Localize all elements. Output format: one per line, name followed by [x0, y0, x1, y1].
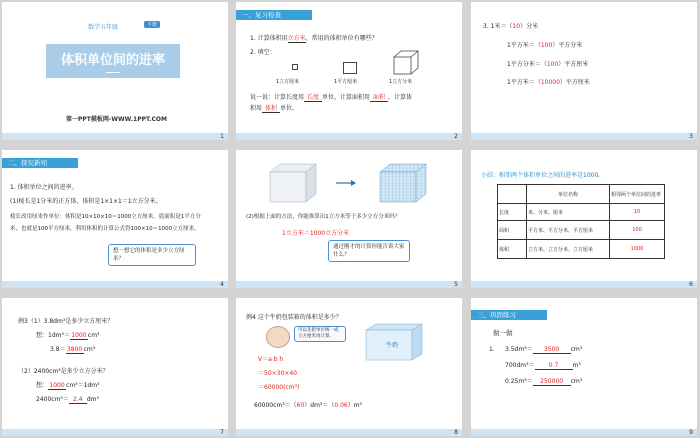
row-right: ）平方厘米	[559, 79, 590, 86]
table-cell: 100	[610, 221, 665, 240]
unit-text: cm³＝1dm³	[66, 382, 100, 389]
conversion-line	[254, 400, 362, 409]
cube-large-drawing	[393, 50, 419, 76]
slide-footer-bar	[2, 133, 228, 140]
table-cell: 体积	[498, 240, 527, 259]
table-cell: 面积	[498, 221, 527, 240]
slide-title: 体积单位间的进率	[60, 53, 165, 68]
row-left: 3. 1米＝（	[483, 23, 513, 30]
table-header-row	[498, 185, 665, 204]
cube-label-2: 1平方厘米	[334, 79, 358, 85]
formula-line-3: ＝60000(cm³)	[258, 384, 300, 391]
table-cell: 平方米、平方分米、平方厘米	[527, 221, 610, 240]
thought-bubble: 通过刚才的计算你能告诉大家什么？	[328, 240, 410, 262]
box-label: 牛奶	[386, 342, 399, 349]
answer-text: 长度	[304, 92, 322, 102]
hint-text: 想：	[36, 382, 49, 389]
hint-line	[36, 330, 99, 340]
table-cell: 长度	[498, 204, 527, 221]
answer-text: 0.7	[535, 362, 573, 370]
exercise-row	[505, 360, 581, 370]
say-text: 说一说：计算长度用	[250, 94, 305, 101]
row-right: ）平方分米	[552, 42, 583, 49]
equation-text: ）dm³＝（	[304, 402, 335, 409]
row-index: 1.	[489, 346, 495, 353]
say-line-1	[250, 92, 412, 102]
slide-8-thumbnail[interactable]	[236, 298, 462, 436]
equation-text: 3.8＝	[50, 346, 66, 353]
answer-text: 0.06	[334, 402, 348, 409]
section-header: 二、探究新知	[2, 158, 78, 168]
slide-number: 3	[689, 133, 693, 140]
row-left: 1平方米＝（	[507, 79, 541, 86]
grade-badge: 数学五年级	[88, 24, 119, 31]
row-left: 1平方分米＝（	[507, 61, 547, 68]
slide-footer-bar	[236, 281, 462, 288]
table-row	[498, 240, 665, 259]
row-right: ）平方厘米	[558, 61, 589, 68]
hint-line	[36, 380, 99, 390]
slide-footer-bar	[2, 281, 228, 288]
cube-label-3: 1立方分米	[389, 79, 413, 85]
table-cell: 1000	[610, 240, 665, 259]
say-text: ，计算体	[388, 94, 413, 101]
answer-text: 面积	[370, 92, 388, 102]
conversion-row	[483, 21, 538, 30]
row-left: 1平方米＝（	[507, 42, 541, 49]
slide-7-thumbnail[interactable]	[2, 298, 228, 436]
answer-text: 1000	[71, 332, 87, 339]
slide-footer-bar	[471, 429, 697, 436]
equation-text: ）m³	[347, 402, 362, 409]
table-header-cell	[498, 185, 527, 204]
units-table	[497, 184, 665, 259]
answer-text: 100	[540, 42, 553, 49]
table-header-cell: 单位名称	[527, 185, 610, 204]
arrow-icon	[336, 180, 356, 186]
answer-text: 10	[512, 23, 521, 30]
grid-cube-illustration	[378, 162, 428, 204]
unit-text: m³	[572, 362, 581, 369]
unit-text: dm³	[86, 396, 99, 403]
table-cell: 米、分米、厘米	[527, 204, 610, 221]
answer-line	[50, 344, 95, 354]
slide-number: 9	[689, 429, 693, 436]
slide-footer-bar	[236, 429, 462, 436]
unit-text: cm³	[87, 332, 100, 339]
say-text: 积用	[250, 105, 263, 112]
row-left: 700dm³＝	[505, 362, 535, 369]
question-text: (2)根据上面的方法，你能推算出1立方米等于多少立方分米吗？	[246, 214, 401, 220]
slide-number: 5	[454, 281, 458, 288]
slide-footer-bar	[471, 281, 697, 288]
question-2: 2. 填空：	[250, 49, 276, 56]
example-3-part-1: 例3（1）3.8dm³是多少立方厘米？	[18, 318, 114, 325]
answer-text: 3800	[66, 346, 83, 353]
slide-4-thumbnail[interactable]	[2, 150, 228, 288]
answer-text: 250000	[533, 378, 571, 386]
paragraph-3: 棱长改用厘米作单位：体积是10×10×10＝1000立方厘米。底面积是1平方分	[10, 214, 201, 220]
slide-2-thumbnail[interactable]	[236, 2, 462, 140]
table-row	[498, 221, 665, 240]
title-underline	[106, 72, 120, 73]
slide-5-thumbnail[interactable]	[236, 150, 462, 288]
equation-text: 60000cm³＝（	[254, 402, 297, 409]
say-text: 单位。	[280, 105, 299, 112]
answer-text: 10000	[540, 79, 560, 86]
question-1	[250, 33, 378, 43]
conversion-row	[507, 77, 590, 86]
footer-watermark: 第一PPT模板网-WWW.1PPT.COM	[66, 116, 167, 123]
cube-label-1: 1立方厘米	[276, 79, 300, 85]
question-1-suffix: ，常用的体积单位有哪些？	[305, 35, 378, 42]
thought-bubble: 可以先把单位统一成立方厘米再计算。	[294, 326, 346, 342]
say-line-2	[250, 103, 298, 113]
paragraph-4: 米，也就是100平方厘米，利用体积的计算公式得100×10＝1000立方厘米。	[10, 226, 200, 232]
answer-text: 1000	[49, 382, 65, 389]
slide-3-thumbnail[interactable]	[471, 2, 697, 140]
slide-9-thumbnail[interactable]	[471, 298, 697, 436]
hint-text: 想：1dm³＝	[36, 332, 70, 339]
cube-illustration-left	[268, 162, 318, 204]
answer-text: 100	[546, 61, 559, 68]
paragraph-2: (1)棱长是1分米的正方体，体积是1×1×1＝1立方分米。	[10, 198, 162, 205]
slide-6-thumbnail[interactable]	[471, 150, 697, 288]
unit-text: cm³	[570, 346, 583, 353]
question-1-prefix: 1. 计算体积用	[250, 35, 288, 42]
character-illustration	[266, 326, 290, 348]
slide-number: 1	[220, 133, 224, 140]
answer-text: 60	[296, 402, 305, 409]
cube-small	[292, 64, 298, 70]
formula-line-2: ＝50×30×40	[258, 370, 297, 377]
slide-footer-bar	[2, 429, 228, 436]
answer-text: 3500	[533, 346, 571, 354]
table-cell: 10	[610, 204, 665, 221]
answer-text: 2.4	[69, 396, 87, 404]
slide-footer-bar	[471, 133, 697, 140]
exercise-subtitle: 做一做	[493, 329, 513, 337]
slide-number: 7	[220, 429, 224, 436]
section-header: 三、巩固练习	[471, 310, 547, 320]
table-row	[498, 204, 665, 221]
row-right: ）分米	[520, 23, 539, 30]
exercise-row	[505, 376, 582, 386]
slide-number: 4	[220, 281, 224, 288]
row-left: 3.5dm³＝	[505, 346, 533, 353]
answer-text: 1立方米＝1000立方分米	[282, 230, 350, 237]
slide-1-thumbnail[interactable]	[2, 2, 228, 140]
paragraph-1: 1. 体积单位之间的进率。	[10, 184, 78, 191]
conversion-row	[507, 40, 582, 49]
example-4-title: 例4 这个牛奶包装箱的体积是多少？	[246, 314, 342, 321]
exercise-row	[489, 344, 582, 354]
slide-number: 8	[454, 429, 458, 436]
formula-line-1: V＝a b h	[258, 356, 284, 363]
table-header-cell: 相邻两个单位间的进率	[610, 185, 665, 204]
section-header: 一、复习检查	[236, 10, 312, 20]
answer-text: 体积	[262, 103, 280, 113]
equation-text: 2400cm³＝	[36, 396, 69, 403]
unit-text: cm³	[570, 378, 583, 385]
example-3-part-2: （2）2400cm³是多少立方分米？	[18, 368, 109, 375]
slide-number: 2	[454, 133, 458, 140]
answer-line	[36, 394, 99, 404]
volume-tag: 下册	[144, 21, 160, 28]
slide-number: 6	[689, 281, 693, 288]
summary-text: 小结：相邻两个体积单位之间的进率是1000。	[481, 172, 605, 179]
answer-text: 立方米	[287, 35, 306, 42]
conversion-row	[507, 59, 588, 68]
thought-bubble: 想一想它的体积是多少立方厘米？	[108, 244, 196, 266]
square-medium	[343, 62, 357, 74]
unit-text: cm³	[83, 346, 96, 353]
table-cell: 立方米、立方分米、立方厘米	[527, 240, 610, 259]
row-left: 0.25m³＝	[505, 378, 533, 385]
say-text: 单位，计算面积用	[322, 94, 371, 101]
slide-footer-bar	[236, 133, 462, 140]
